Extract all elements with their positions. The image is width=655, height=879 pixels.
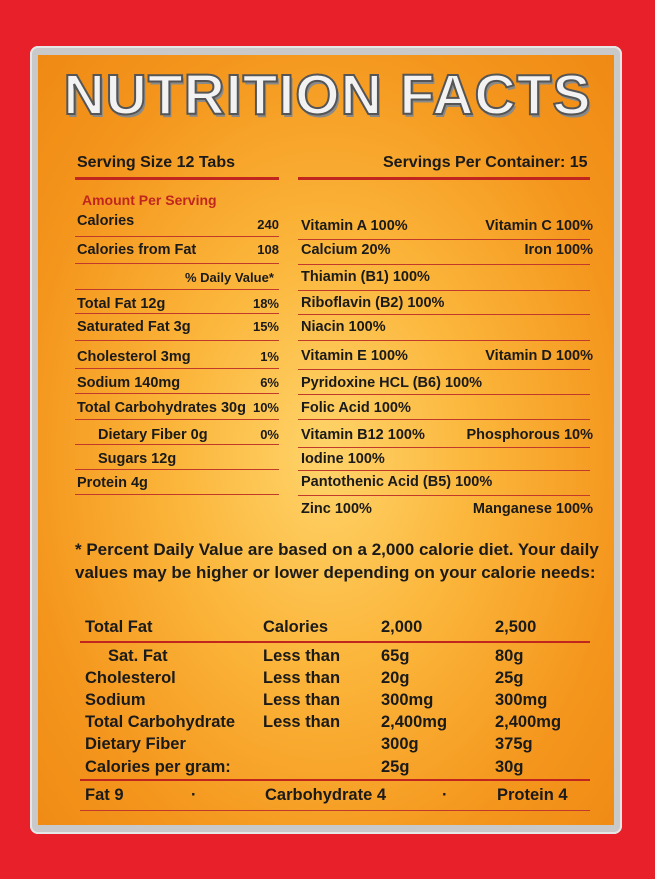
table-cell: Sat. Fat <box>108 647 168 665</box>
nutrient-label: Dietary Fiber 0g <box>98 427 208 443</box>
servings-per-container: Servings Per Container: 15 <box>383 154 588 171</box>
vitamin-label: Phosphorous 10% <box>466 427 593 443</box>
divider <box>298 470 590 471</box>
divider <box>75 236 279 237</box>
divider <box>298 369 590 370</box>
amount-per-serving-label: Amount Per Serving <box>82 192 217 208</box>
table-header-cell: 2,500 <box>495 618 537 636</box>
divider <box>75 177 279 180</box>
table-cell: 2,400mg <box>381 713 448 731</box>
nutrient-value: 18% <box>252 296 279 311</box>
divider <box>298 447 590 448</box>
divider <box>75 393 279 394</box>
table-cell: Less than <box>263 647 341 665</box>
nutrient-label: Calories <box>77 213 135 229</box>
divider <box>80 641 590 643</box>
calorie-per-gram-cell: Carbohydrate 4 <box>265 786 387 804</box>
nutrient-value: 6% <box>260 375 279 390</box>
vitamin-label: Manganese 100% <box>472 501 593 517</box>
divider <box>75 494 279 495</box>
table-cell: Less than <box>263 713 341 731</box>
serving-size: Serving Size 12 Tabs <box>77 154 235 171</box>
table-cell: 30g <box>495 758 524 776</box>
table-header-cell: 2,000 <box>381 618 423 636</box>
vitamin-label: Niacin 100% <box>301 319 386 335</box>
vitamin-label: Vitamin E 100% <box>301 348 408 364</box>
divider <box>75 419 279 420</box>
nutrient-label: Total Carbohydrates 30g <box>77 400 246 416</box>
calorie-per-gram-cell: · <box>442 786 448 804</box>
divider <box>75 469 279 470</box>
table-header-cell: Calories <box>263 618 329 636</box>
nutrient-label: Calories from Fat <box>77 242 197 258</box>
nutrient-value: 10% <box>252 400 279 415</box>
nutrient-value: 108 <box>257 242 279 257</box>
vitamin-label: Calcium 20% <box>301 242 391 258</box>
table-cell: 2,400mg <box>495 713 562 731</box>
table-cell: Dietary Fiber <box>85 735 186 753</box>
vitamin-label: Vitamin B12 100% <box>301 427 425 443</box>
nutrient-label: Saturated Fat 3g <box>77 319 191 335</box>
vitamin-label: Riboflavin (B2) 100% <box>301 295 445 311</box>
footnote: * Percent Daily Value are based on a 2,000 calorie diet. Your daily values may be higher or lower depending on your calorie needs: <box>75 540 599 582</box>
divider <box>298 177 590 180</box>
vitamin-label: Pyridoxine HCL (B6) 100% <box>301 375 483 391</box>
vitamin-label: Iodine 100% <box>301 451 385 467</box>
divider <box>80 810 590 811</box>
divider <box>298 419 590 420</box>
divider <box>298 290 590 291</box>
table-cell: 300g <box>381 735 419 753</box>
page-title: NUTRITION FACTS <box>63 63 592 127</box>
table-cell: 80g <box>495 647 524 665</box>
nutrient-label: Sugars 12g <box>98 451 177 467</box>
divider <box>75 368 279 369</box>
divider <box>80 779 590 781</box>
nutrient-value: 240 <box>257 217 279 232</box>
vitamin-label: Thiamin (B1) 100% <box>301 269 430 285</box>
divider <box>75 313 279 314</box>
divider <box>298 495 590 496</box>
divider <box>298 239 590 240</box>
table-cell: 300mg <box>381 691 434 709</box>
table-cell: Less than <box>263 669 341 687</box>
nutrient-value: 1% <box>260 349 279 364</box>
vitamin-label: Zinc 100% <box>301 501 372 517</box>
table-cell: Calories per gram: <box>85 758 231 776</box>
nutrient-label: Cholesterol 3mg <box>77 349 191 365</box>
divider <box>298 264 590 265</box>
vitamin-label: Vitamin A 100% <box>301 218 408 234</box>
vitamin-label: Pantothenic Acid (B5) 100% <box>301 474 493 490</box>
divider <box>75 263 279 264</box>
table-header-cell: Total Fat <box>85 618 153 636</box>
nutrient-value: 0% <box>260 427 279 442</box>
divider <box>298 340 590 341</box>
calorie-per-gram-cell: Fat 9 <box>85 786 124 804</box>
nutrient-label: Total Fat 12g <box>77 296 166 312</box>
table-cell: 300mg <box>495 691 548 709</box>
vitamin-label: Folic Acid 100% <box>301 400 411 416</box>
vitamin-label: Vitamin D 100% <box>485 348 593 364</box>
table-cell: Total Carbohydrate <box>85 713 236 731</box>
vitamin-label: Iron 100% <box>524 242 593 258</box>
divider <box>75 444 279 445</box>
vitamin-label: Vitamin C 100% <box>485 218 593 234</box>
divider <box>298 394 590 395</box>
nutrient-value: 15% <box>252 319 279 334</box>
nutrient-label: Sodium 140mg <box>77 375 181 391</box>
table-cell: 65g <box>381 647 410 665</box>
calorie-per-gram-cell: · <box>191 786 197 804</box>
divider <box>75 340 279 341</box>
table-cell: Cholesterol <box>85 669 176 687</box>
nutrient-label: Protein 4g <box>77 475 148 491</box>
table-cell: 375g <box>495 735 533 753</box>
nutrient-label: % Daily Value* <box>185 270 274 285</box>
divider <box>75 289 279 290</box>
table-cell: 25g <box>381 758 410 776</box>
calorie-per-gram-cell: Protein 4 <box>497 786 568 804</box>
table-cell: Sodium <box>85 691 146 709</box>
table-cell: 25g <box>495 669 524 687</box>
table-cell: Less than <box>263 691 341 709</box>
table-cell: 20g <box>381 669 410 687</box>
divider <box>298 314 590 315</box>
